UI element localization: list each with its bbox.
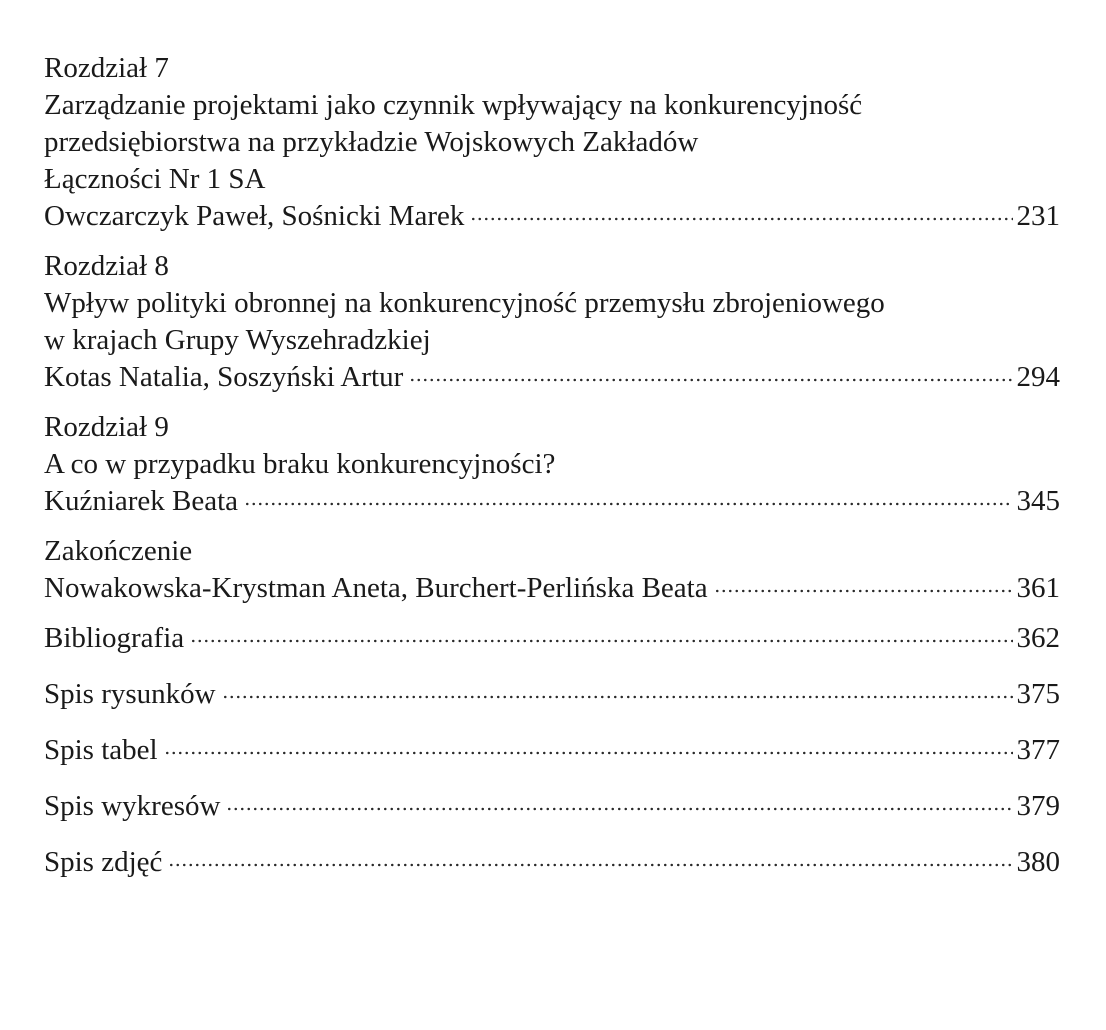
dot-leader (190, 637, 1012, 645)
toc-leader-line (44, 198, 1060, 235)
chapter-authors: Kuźniarek Beata (44, 485, 239, 517)
section-label: Bibliografia (44, 622, 185, 654)
toc-entry-bibliography (44, 620, 1060, 657)
chapter-title-line: Łączności Nr 1 SA (44, 163, 266, 195)
page-number: 361 (1016, 572, 1060, 604)
toc-entry-conclusion (44, 533, 1060, 607)
table-of-contents (44, 50, 1060, 900)
chapter-label: Rozdział 9 (44, 411, 169, 443)
chapter-title-line: A co w przypadku braku konkurencyjności? (44, 448, 556, 480)
page-number: 231 (1016, 200, 1060, 232)
dot-leader (226, 805, 1012, 813)
section-label: Spis wykresów (44, 790, 221, 822)
dot-leader (222, 693, 1013, 701)
toc-entry-chapter-8 (44, 248, 1060, 396)
chapter-title-line: przedsiębiorstwa na przykładzie Wojskowych Zakładów (44, 126, 699, 158)
chapter-label: Rozdział 8 (44, 250, 169, 282)
toc-leader-line (44, 620, 1060, 657)
page-number: 362 (1016, 622, 1060, 654)
dot-leader (714, 587, 1013, 595)
page-number: 377 (1016, 734, 1060, 766)
section-authors: Nowakowska-Krystman Aneta, Burchert-Perlińska Beata (44, 572, 708, 604)
toc-entry-list-of-charts (44, 788, 1060, 825)
page-number: 294 (1016, 361, 1060, 393)
page-number: 379 (1016, 790, 1060, 822)
toc-leader-line (44, 676, 1060, 713)
toc-leader-line (44, 483, 1060, 520)
toc-entry-chapter-9 (44, 409, 1060, 520)
page-number: 375 (1016, 678, 1060, 710)
dot-leader (409, 376, 1012, 384)
dot-leader (164, 749, 1013, 757)
chapter-title-line: Wpływ polityki obronnej na konkurencyjność przemysłu zbrojeniowego (44, 287, 885, 319)
toc-leader-line (44, 359, 1060, 396)
toc-leader-line (44, 570, 1060, 607)
dot-leader (244, 500, 1012, 508)
section-label: Spis tabel (44, 734, 158, 766)
dot-leader (470, 215, 1012, 223)
chapter-label: Rozdział 7 (44, 52, 169, 84)
chapter-title-line: Zarządzanie projektami jako czynnik wpływający na konkurencyjność (44, 89, 863, 121)
toc-entry-list-of-tables (44, 732, 1060, 769)
toc-entry-chapter-7 (44, 50, 1060, 235)
dot-leader (168, 861, 1012, 869)
toc-leader-line (44, 788, 1060, 825)
section-label: Spis zdjęć (44, 846, 163, 878)
chapter-authors: Kotas Natalia, Soszyński Artur (44, 361, 404, 393)
section-label: Zakończenie (44, 535, 193, 567)
page-number: 345 (1016, 485, 1060, 517)
toc-leader-line (44, 732, 1060, 769)
toc-leader-line (44, 844, 1060, 881)
chapter-authors: Owczarczyk Paweł, Sośnicki Marek (44, 200, 465, 232)
section-label: Spis rysunków (44, 678, 216, 710)
chapter-title-line: w krajach Grupy Wyszehradzkiej (44, 324, 431, 356)
toc-entry-list-of-photos (44, 844, 1060, 881)
toc-entry-list-of-figures (44, 676, 1060, 713)
page-number: 380 (1016, 846, 1060, 878)
